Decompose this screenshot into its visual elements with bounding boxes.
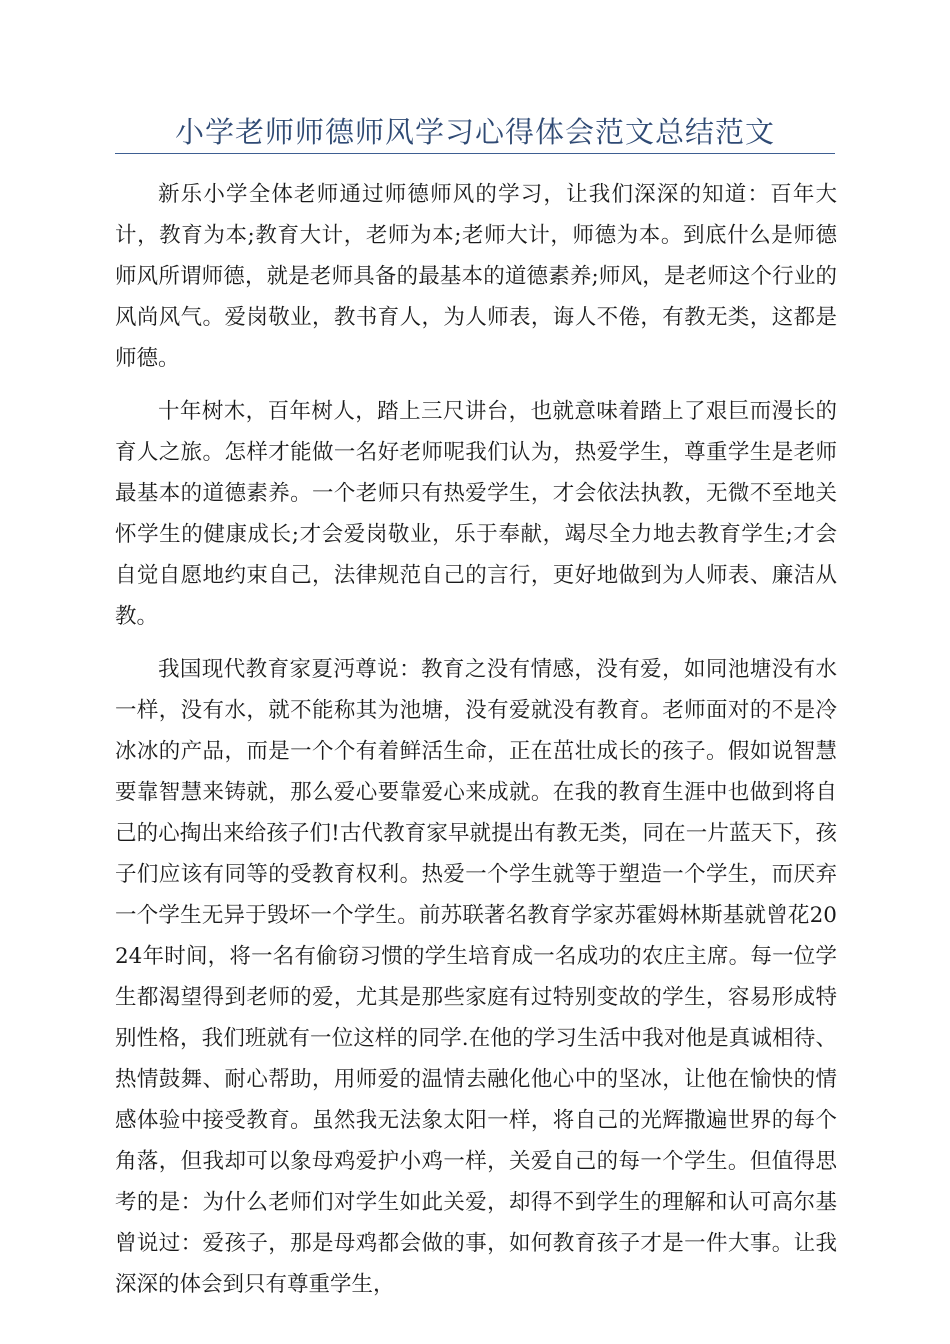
paragraph-2: 十年树木，百年树人，踏上三尺讲台，也就意味着踏上了艰巨而漫长的育人之旅。怎样才能做一名好老师呢我们认为，热爱学生，尊重学生是老师最基本的道德素养。一个老师只有热爱学生，才会依法执教，无微不至地关怀学生的健康成长;才会爱岗敬业，乐于奉献，竭尽全力地去教育学生;才会自觉自愿地约束自己，法律规范自己的言行，更好地做到为人师表、廉洁从教。 <box>115 399 837 629</box>
document-body <box>115 174 837 1317</box>
paragraph-3: 我国现代教育家夏沔尊说：教育之没有情感，没有爱，如同池塘没有水一样，没有水，就不能称其为池塘，没有爱就没有教育。老师面对的不是冷冰冰的产品，而是一个个有着鲜活生命，正在茁壮成长的孩子。假如说智慧要靠智慧来铸就，那么爱心要靠爱心来成就。在我的教育生涯中也做到将自己的心掏出来给孩子们!古代教育家早就提出有教无类，同在一片蓝天下，孩子们应该有同等的受教育权利。热爱一个学生就等于塑造一个学生，而厌弃一个学生无异于毁坏一个学生。前苏联著名教育学家苏霍姆林斯基就曾花2024年时间，将一名有偷窃习惯的学生培育成一名成功的农庄主席。每一位学生都渴望得到老师的爱，尤其是那些家庭有过特别变故的学生，容易形成特别性格，我们班就有一位这样的同学.在他的学习生活中我对他是真诚相待、热情鼓舞、耐心帮助，用师爱的温情去融化他心中的坚冰，让他在愉快的情感体验中接受教育。虽然我无法象太阳一样，将自己的光辉撒遍世界的每个角落，但我却可以象母鸡爱护小鸡一样，关爱自己的每一个学生。但值得思考的是：为什么老师们对学生如此关爱，却得不到学生的理解和认可高尔基曾说过：爱孩子，那是母鸡都会做的事，如何教育孩子才是一件大事。让我深深的体会到只有尊重学生， <box>115 657 837 1297</box>
paragraph-1: 新乐小学全体老师通过师德师风的学习，让我们深深的知道：百年大计，教育为本;教育大计，老师为本;老师大计，师德为本。到底什么是师德师风所谓师德，就是老师具备的最基本的道德素养;师风，是老师这个行业的风尚风气。爱岗敬业，教书育人，为人师表，诲人不倦，有教无类，这都是师德。 <box>115 182 837 371</box>
document-title: 小学老师师德师风学习心得体会范文总结范文 <box>174 115 775 149</box>
title-underline <box>115 153 835 154</box>
